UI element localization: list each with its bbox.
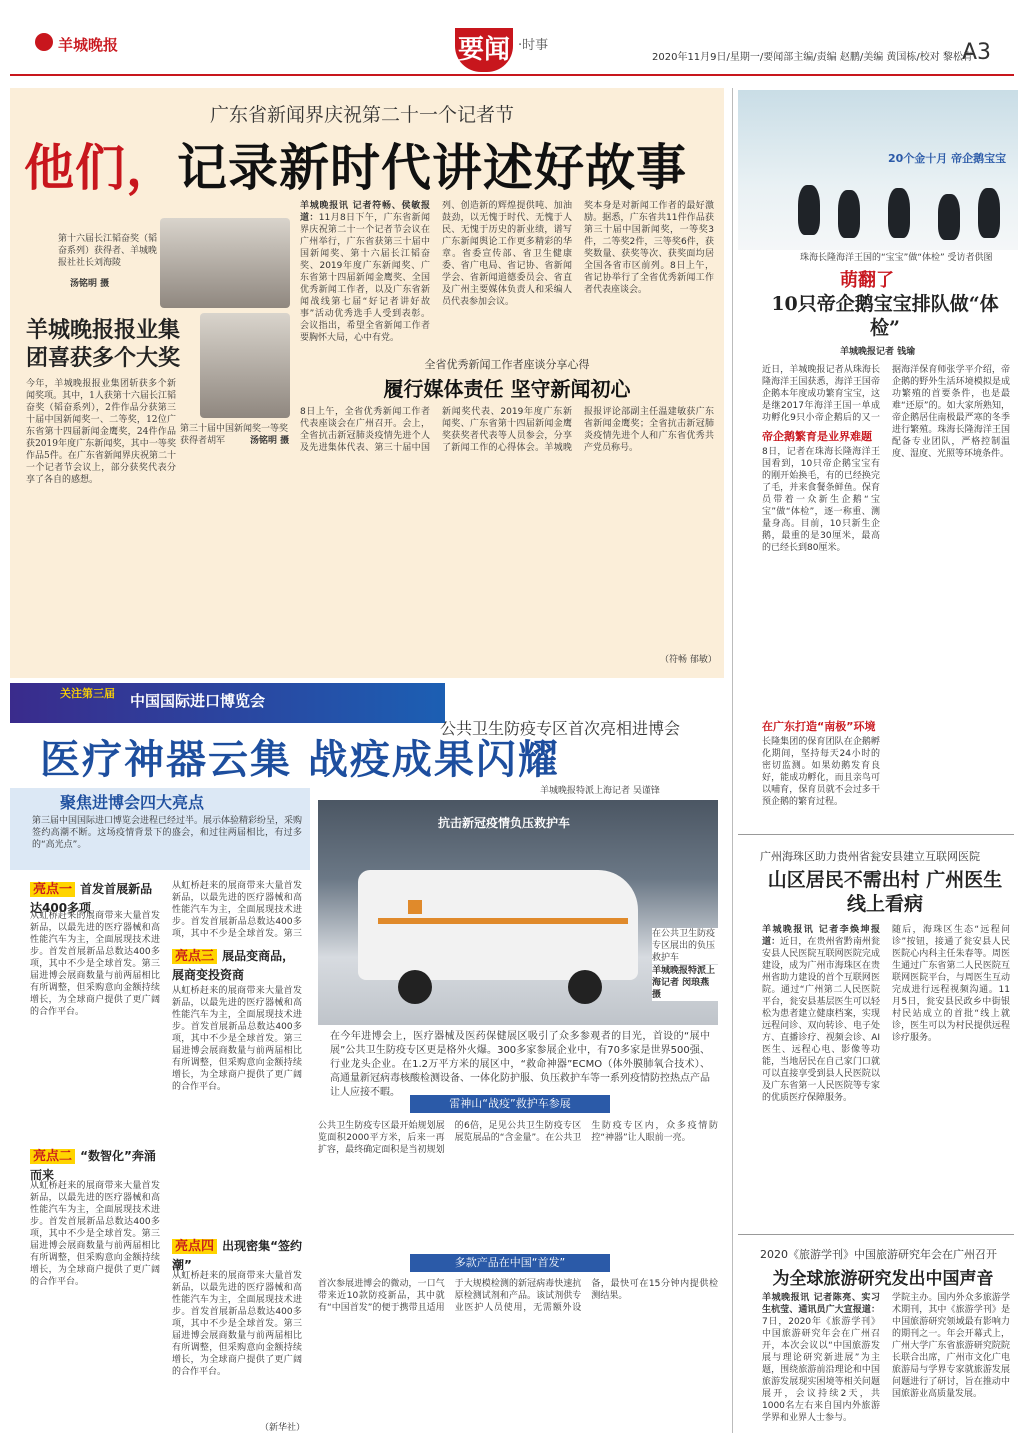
penguin-photo-caption: 珠海长隆海洋王国的“宝宝”做“体检” 受访者供图	[800, 253, 993, 263]
tourism-byline: 羊城晚报讯 记者陈亮、实习生杭莹、通讯员广大宣报道：	[762, 1293, 880, 1315]
highlight-4-title: 出现密集“签约潮”	[172, 1239, 302, 1272]
expo-kicker: 公共卫生防疫专区首次亮相进博会	[440, 719, 681, 738]
highlight-2-title: “数智化”奔涌而来	[30, 1149, 156, 1182]
penguin-kicker: 萌翻了	[840, 270, 894, 291]
photo-title: 抗击新冠疫情负压救护车	[438, 816, 571, 830]
penguin-byline: 羊城晚报记者 钱瑜	[840, 347, 916, 357]
hospital-kicker: 广州海珠区助力贵州省瓮安县建立互联网医院	[760, 850, 980, 863]
ambulance-body	[358, 870, 638, 980]
penguin-figure	[838, 190, 860, 238]
ambulance-cross-icon	[408, 900, 422, 914]
lead-subheadline: 羊城晚报报业集团喜获多个大奖	[26, 317, 181, 371]
lead-kicker: 广东省新闻界庆祝第二十一个记者节	[210, 104, 515, 126]
expo-sub2-body: 首次参展进博会的微动，一口气带来近10款防疫新品，其中就有“中国首发”的便于携带且适用于大规模检测的新冠病毒快速抗原检测试剂和产品。该试剂供专业医护人员使用，无需额外设备，最快可在15分钟内提供检测结果。	[318, 1279, 718, 1313]
tourism-body	[762, 1292, 880, 1432]
photo1-caption: 第十六届长江韬奋奖（韬奋系列）获得者、羊城晚报社社长刘海陵	[58, 234, 158, 268]
hospital-byline: 羊城晚报讯 记者李焕坤报道：	[762, 925, 880, 947]
penguin-figure	[938, 194, 960, 240]
highlight-4-label: 亮点四	[172, 1239, 217, 1254]
ambulance-wheel-front	[398, 970, 432, 1004]
focus-intro: 第三届中国国际进口博览会进程已经过半。展示体验精彩纷呈，采购签约高潮不断。这场疫情背景下的盛会，和过往两届相比，有过多的“高光点”。	[32, 816, 303, 850]
photo1-credit: 汤铭明 摄	[70, 279, 110, 289]
penguin-headline: 10只帝企鹅宝宝排队做“体检”	[771, 293, 999, 339]
headline-rest: 记录新时代讲述好故事	[177, 138, 687, 197]
expo-byline: 羊城晚报特派上海记者 吴谨锋	[540, 786, 660, 796]
expo-lead-text: 在今年进博会上，医疗器械及医药保健展区吸引了众多参观者的目光，首设的“展中展”公共卫生防疫专区更是格外火爆。300多家参展企业中，有70多家是世界500强、行业龙头企业。在1.2万平方米的展区中，“救命神器”ECMO（体外膜肺氧合技术）、高通量新冠病毒核酸检测设备、一体化防护服、负压救护车等一系列疫情防控热点产品让人应接不暇。	[330, 1031, 710, 1098]
tourism-kicker: 2020《旅游学刊》中国旅游研究年会在广州召开	[760, 1248, 997, 1261]
lead-body-left: 今年，羊城晚报报业集团斩获多个新闻奖项。其中，1人获第十六届长江韬奋奖（韬奋系列），2件作品分获第三十届中国新闻奖一、二等奖，12位广东省第十四届新闻金鹰奖，24件作品获2019年度广东新闻奖，其中一等奖作品5件。在广东省新闻界庆祝第二十一个记者节会议上，部分获奖代表分享了各自的感想。	[26, 379, 176, 485]
subsection-label: ·时事	[518, 38, 549, 53]
highlight-2-label: 亮点二	[30, 1149, 75, 1164]
masthead	[0, 0, 1024, 88]
penguin-body3: 长隆集团的保育团队在企鹅孵化期间，坚持每天24小时的密切监测。如果幼鹅发育良好，能成功孵化，而且亲鸟可以哺育，保育员就不会过多干预企鹅的繁育过程。	[762, 737, 880, 807]
focus-title: 聚焦进博会四大亮点	[60, 793, 205, 812]
focus-body-2: 从虹桥赶来的展商带来大量首发新品，以最先进的医疗器械和高性能汽车为主，全面展现技术进步。首发首展新品总数达400多项，其中不少是全球首发。第三届进博会展商数量与前两届相比有所调整，但采购意向金额持续增长，为全球商户提供了更广阔的合作平台。	[30, 1181, 160, 1287]
ambulance-wheel-rear	[568, 970, 602, 1004]
highlight-3-label: 亮点三	[172, 949, 217, 964]
lead-body-col2: 列、创造新的辉煌提供吨、加油鼓劲，以无愧于时代、无愧于人民、无愧于历史的新业绩，谱写广东新闻舆论工作更多精彩的华章。省委宣传部、省卫生健康委、省广电局、省记协、省新闻学会、省新闻道德委员会、省直及广州主要媒体负责人和采编人员代表参加会议。	[442, 201, 572, 307]
right-divider	[738, 834, 1014, 835]
section2-sign: （符畅 郁敏）	[660, 655, 717, 665]
expo-badge: 关注第三届	[60, 687, 115, 700]
column-rule	[732, 88, 733, 1433]
highlight-3-title: 展品变商品，展商变投资商	[172, 949, 295, 982]
lead-story	[10, 88, 724, 678]
lead-body-col1-text: 11月8日下午，广东省新闻界庆祝第二十一个记者节会议在广州举行，广东省获第三十届中国新闻奖、第十六届长江韬奋奖、2019年度广东新闻奖、广东省第十四届新闻金鹰奖、全国优秀新闻工作者，以及广东省新闻战线第七届“好记者讲好故事”活动优秀选手人受到表彰。会议指出，希望全省新闻工作者要胸怀大局，心中有党。	[300, 213, 430, 343]
logo-icon	[35, 33, 53, 51]
highlight-3	[172, 945, 302, 983]
portrait-photo-2	[200, 313, 290, 418]
photo2-caption: 第三十届中国新闻奖一等奖获得者胡军	[180, 424, 289, 446]
photo-caption: 在公共卫生防疫专区展出的负压救护车	[652, 928, 718, 964]
hospital-body	[762, 924, 880, 1224]
expo-sub1: 雷神山“战疫”救护车参展	[410, 1095, 610, 1113]
focus-body-3: 从虹桥赶来的展商带来大量首发新品，以最先进的医疗器械和高性能汽车为主，全面展现技术进步。首发首展新品总数达400多项，其中不少是全球首发。第三	[172, 881, 302, 939]
hospital-title: 山区居民不需出村 广州医生线上看病	[767, 869, 1003, 915]
portrait-photo-1	[160, 218, 290, 308]
penguin-sub2: 在广东打造“南极”环境	[762, 720, 876, 733]
penguin-figure	[978, 188, 1000, 238]
penguin-body4: 据海洋保育师张学平介绍，帝企鹅的野外生活环境模拟是成功繁殖的首要条件，也是最难“还原”的。如大家所熟知，帝企鹅居住南极最严寒的冬季进行繁殖。珠海长隆海洋王国配备专业团队，严格控制温度、湿度、光照等环境条件。	[892, 365, 1010, 459]
section2-title: 履行媒体责任 坚守新闻初心	[383, 377, 631, 401]
newspaper-logo: 羊城晚报	[58, 36, 119, 54]
tourism-title: 为全球旅游研究发出中国声音	[772, 1269, 994, 1289]
penguin-photo	[738, 90, 1018, 250]
lead-body-col3: 奖本身是对新闻工作者的最好激励。据悉，广东省共11件作品获第三十届中国新闻奖，一等奖3件，二等奖2件，三等奖6件，获奖数量、获奖等次、获奖面均居全国各省市区前列。8日上午，省记协举行了全省优秀新闻工作者代表座谈会。	[584, 201, 714, 295]
focus-body-5: 从虹桥赶来的展商带来大量首发新品，以最先进的医疗器械和高性能汽车为主，全面展现技术进步。首发首展新品总数达400多项，其中不少是全球首发。第三届进博会展商数量与前两届相比有所调整，但采购意向金额持续增长，为全球商户提供了更广阔的合作平台。	[172, 1271, 302, 1377]
lead-byline: 羊城晚报讯 记者符畅、侯敏报道：	[300, 201, 430, 223]
highlight-2	[30, 1145, 160, 1183]
section2-kicker: 全省优秀新闻工作者座谈分享心得	[424, 358, 590, 371]
section-badge: 要闻	[455, 28, 513, 72]
right-divider	[738, 1234, 1014, 1235]
penguin-figure	[888, 188, 910, 238]
penguin-body1: 近日，羊城晚报记者从珠海长隆海洋王国获悉，海洋王国帝企鹅本年度成功繁育宝宝，这是继2017年海洋王国一单成功孵化9只小帝企鹅后的又一	[762, 365, 880, 423]
dateline: 2020年11月9日/星期一/要闻部主编/责编 赵鹏/美编 黄国栋/校对 黎松青	[652, 52, 973, 63]
photo2-credit: 汤铭明 摄	[250, 436, 290, 446]
penguin-tag: 20个金十月 帝企鹅宝宝	[888, 152, 1007, 165]
photo-credit: 羊城晚报特派上海记者 闵琅燕 摄	[652, 965, 718, 1001]
highlight-1-title: 首发首展新品达400多项	[30, 882, 153, 915]
expo-sign: （新华社）	[260, 1423, 306, 1433]
expo-sub1-body: 公共卫生防疫专区最开始规划展览面积2000平方米，后来一再扩容，最终确定面积是当初规划的6倍，足见公共卫生防疫专区展览展品的“含金量”。在公共卫生防疫专区内，众多疫情防控“神器”让人眼前一亮。	[318, 1121, 718, 1155]
penguin-body2: 8日，记者在珠海长隆海洋王国看到，10只帝企鹅宝宝有的刚开始换毛，有的已经换完了毛，并来食餐条鲜鱼。保育员带着一众新生企鹅“宝宝”做“体检”，逐一称重、测量身高。目前，10只新生企鹅，最重的是30厘米，最高的已经长到80厘米。	[762, 447, 880, 553]
focus-body-4: 从虹桥赶来的展商带来大量首发新品，以最先进的医疗器械和高性能汽车为主，全面展现技术进步。首发首展新品总数达400多项，其中不少是全球首发。第三届进博会展商数量与前两届相比有所调整，但采购意向金额持续增长，为全球商户提供了更广阔的合作平台。	[172, 986, 302, 1092]
penguin-sub1: 帝企鹅繁育是业界难题	[762, 430, 872, 443]
tourism-body2: 学院主办。国内外众多旅游学术期刊，其中《旅游学刊》是中国旅游研究领域最有影响力的期刊之一。年会开幕式上，广州大学广东省旅游研究院院长联合出席，广州市文化广电旅游局与学界专家就旅游发展问题进行了研讨，旨在推动中国旅游业高质量发展。	[892, 1293, 1010, 1399]
hospital-body2: 随后，海珠区生态“远程问诊”按钮，接通了瓮安县人民医院心内科主任朱春等。周医生通过广东省第二人民医院互联网医院平台，与周医生互动完成进行远程视频沟通。11月5日，瓮安县民政乡中街银村民站成立的首批“线上就诊，医生可以为村民提供远程诊疗服务。	[892, 925, 1010, 1043]
hospital-body-text: 近日，在贵州省黔南州瓮安县人民医院互联网医院完成建设，成为广州市海珠区在贵州省助力建设的首个互联网医院。通过“广州第二人民医院平台，瓮安县基层医生可以轻松为患者建立健康档案，实现远程问诊、双向转诊、电子处方、直播诊疗、视频会诊、AI医生、远程心电、影像等功能，当地居民在自己家门口就可以直接享受到县人民医院以及广东省第一人民医院等专家的优质医疗保障服务。	[762, 937, 880, 1103]
headline-red-part: 他们，	[24, 138, 177, 197]
expo-sub2: 多款产品在中国“首发”	[410, 1254, 610, 1272]
penguin-figure	[798, 185, 820, 235]
lead-headline	[24, 128, 724, 200]
ambulance-stripe	[378, 918, 628, 924]
masthead-rule	[10, 74, 1014, 76]
focus-body-1: 从虹桥赶来的展商带来大量首发新品，以最先进的医疗器械和高性能汽车为主，全面展现技术进步。首发首展新品总数达400多项，其中不少是全球首发。第三届进博会展商数量与前两届相比有所调整，但采购意向金额持续增长，为全球商户提供了更广阔的合作平台。	[30, 911, 160, 1017]
page-number: A3	[962, 40, 992, 65]
section2-body: 8日上午，全省优秀新闻工作者代表座谈会在广州召开。会上，全省抗击新冠肺炎疫情先进个人及先进集体代表、第三十届中国新闻奖代表、2019年度广东新闻奖、广东省第十四届新闻金鹰奖获奖者代表等人员参会，分享了新闻工作的心得体会。羊城晚报报评论部副主任温建敏获广东省新闻金鹰奖；全省抗击新冠肺炎疫情先进个人和广东省优秀共产党员称号。	[300, 407, 714, 453]
highlight-4	[172, 1235, 302, 1273]
highlight-1-label: 亮点一	[30, 882, 75, 897]
expo-banner-text: 中国国际进口博览会	[130, 692, 266, 710]
tourism-body-text: 7日，2020年《旅游学刊》中国旅游研究年会在广州召开，本次会议以“中国旅游发展与理论研究新进展”为主题，围绕旅游前沿理论和中国旅游发展现实困境等相关问题展开，会议持续2天，共1000名左右来自国内外旅游学界和业界人士参与。	[762, 1317, 880, 1423]
expo-headline: 医疗神器云集 战疫成果闪耀	[40, 736, 560, 783]
